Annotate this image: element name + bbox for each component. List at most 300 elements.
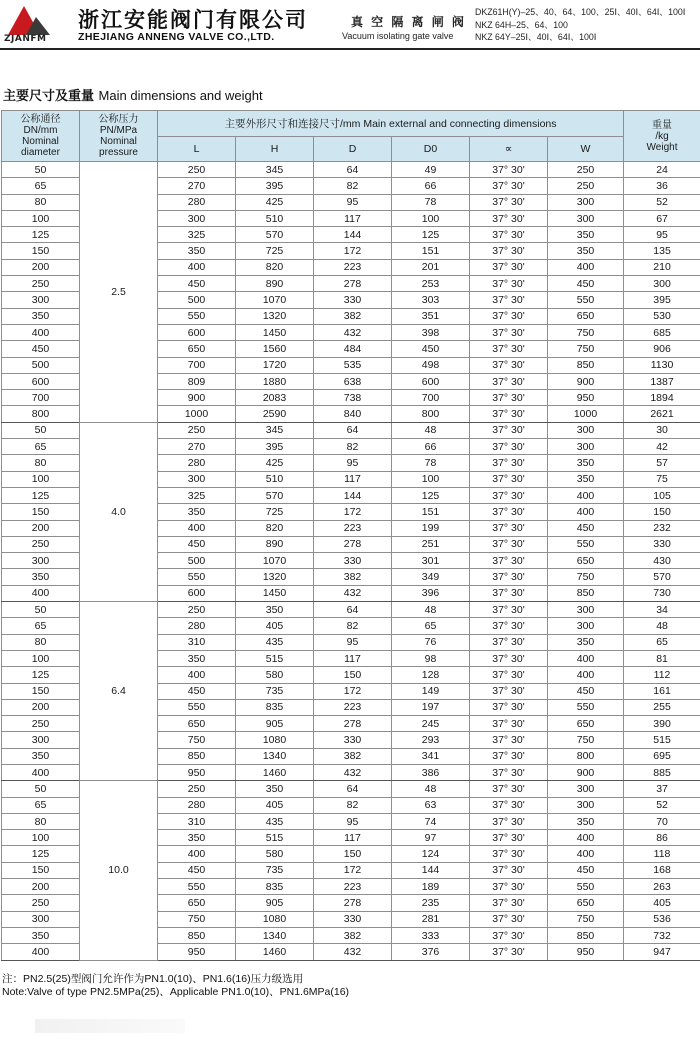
table-cell: 64 xyxy=(314,781,392,797)
table-cell: 37° 30' xyxy=(470,487,548,503)
table-cell: 1340 xyxy=(236,927,314,943)
table-cell: 250 xyxy=(158,781,236,797)
table-cell: 550 xyxy=(158,569,236,585)
table-cell: 405 xyxy=(624,895,700,911)
table-cell: 124 xyxy=(392,846,470,862)
table-cell: 37 xyxy=(624,781,700,797)
dims-header: 主要外形尺寸和连接尺寸/mm Main external and connecting dimensions xyxy=(158,111,624,137)
table-cell: 1320 xyxy=(236,569,314,585)
table-cell: 223 xyxy=(314,520,392,536)
table-cell: 1080 xyxy=(236,911,314,927)
table-cell: 906 xyxy=(624,341,700,357)
table-cell: 1340 xyxy=(236,748,314,764)
table-cell: 98 xyxy=(392,650,470,666)
table-cell: 65 xyxy=(2,618,80,634)
table-cell: 37° 30' xyxy=(470,732,548,748)
table-cell: 48 xyxy=(392,602,470,618)
table-cell: 37° 30' xyxy=(470,210,548,226)
table-cell: 303 xyxy=(392,292,470,308)
table-cell: 950 xyxy=(158,764,236,780)
table-cell: 250 xyxy=(2,536,80,552)
table-cell: 1320 xyxy=(236,308,314,324)
table-cell: 400 xyxy=(158,520,236,536)
table-cell: 37° 30' xyxy=(470,862,548,878)
table-cell: 732 xyxy=(624,927,700,943)
table-cell: 172 xyxy=(314,683,392,699)
table-cell: 50 xyxy=(2,162,80,178)
table-cell: 80 xyxy=(2,455,80,471)
table-cell: 400 xyxy=(2,944,80,960)
table-cell: 450 xyxy=(2,341,80,357)
table-cell: 250 xyxy=(158,422,236,438)
table-cell: 37° 30' xyxy=(470,797,548,813)
table-cell: 82 xyxy=(314,618,392,634)
table-cell: 293 xyxy=(392,732,470,748)
table-cell: 2083 xyxy=(236,390,314,406)
table-cell: 400 xyxy=(2,585,80,601)
table-cell: 95 xyxy=(314,194,392,210)
table-cell: 210 xyxy=(624,259,700,275)
table-cell: 450 xyxy=(548,276,624,292)
table-cell: 223 xyxy=(314,259,392,275)
table-cell: 255 xyxy=(624,699,700,715)
table-cell: 650 xyxy=(548,716,624,732)
pn-value-cell: 10.0 xyxy=(80,781,158,960)
table-cell: 650 xyxy=(158,895,236,911)
table-cell: 48 xyxy=(392,422,470,438)
dn-header: 公称通径 DN/mm Nominal diameter xyxy=(2,111,80,162)
table-cell: 850 xyxy=(548,585,624,601)
table-cell: 310 xyxy=(158,813,236,829)
table-cell: 74 xyxy=(392,813,470,829)
table-cell: 37° 30' xyxy=(470,650,548,666)
table-cell: 750 xyxy=(548,732,624,748)
table-cell: 800 xyxy=(392,406,470,422)
table-cell: 48 xyxy=(392,781,470,797)
table-cell: 330 xyxy=(624,536,700,552)
table-cell: 232 xyxy=(624,520,700,536)
table-cell: 117 xyxy=(314,471,392,487)
table-cell: 735 xyxy=(236,862,314,878)
footnote-en: Note:Valve of type PN2.5MPa(25)、Applicable PN1.0(10)、PN1.6MPa(16) xyxy=(2,986,350,998)
table-cell: 278 xyxy=(314,895,392,911)
model-line: DKZ61H(Y)–25、40、64、100、25Ⅰ、40Ⅰ、64Ⅰ、100Ⅰ xyxy=(475,7,686,17)
table-cell: 450 xyxy=(158,276,236,292)
table-cell: 350 xyxy=(548,634,624,650)
table-cell: 64 xyxy=(314,422,392,438)
table-cell: 300 xyxy=(548,781,624,797)
table-cell: 550 xyxy=(548,879,624,895)
pn-value-cell: 4.0 xyxy=(80,422,158,601)
table-cell: 325 xyxy=(158,227,236,243)
table-cell: 398 xyxy=(392,324,470,340)
table-cell: 125 xyxy=(392,487,470,503)
table-cell: 57 xyxy=(624,455,700,471)
table-cell: 125 xyxy=(2,227,80,243)
table-cell: 885 xyxy=(624,764,700,780)
table-cell: 80 xyxy=(2,634,80,650)
table-cell: 37° 30' xyxy=(470,162,548,178)
table-cell: 350 xyxy=(2,748,80,764)
table-cell: 37° 30' xyxy=(470,471,548,487)
table-cell: 37° 30' xyxy=(470,944,548,960)
table-cell: 263 xyxy=(624,879,700,895)
table-cell: 50 xyxy=(2,422,80,438)
table-cell: 400 xyxy=(548,667,624,683)
table-cell: 64 xyxy=(314,162,392,178)
table-cell: 450 xyxy=(158,862,236,878)
table-cell: 300 xyxy=(548,618,624,634)
table-cell: 48 xyxy=(624,618,700,634)
table-cell: 345 xyxy=(236,162,314,178)
table-cell: 172 xyxy=(314,862,392,878)
table-cell: 1560 xyxy=(236,341,314,357)
table-cell: 37° 30' xyxy=(470,699,548,715)
table-cell: 37° 30' xyxy=(470,618,548,634)
table-cell: 850 xyxy=(158,748,236,764)
table-cell: 333 xyxy=(392,927,470,943)
table-cell: 100 xyxy=(2,830,80,846)
table-cell: 172 xyxy=(314,504,392,520)
table-cell: 396 xyxy=(392,585,470,601)
table-cell: 135 xyxy=(624,243,700,259)
table-cell: 144 xyxy=(314,227,392,243)
table-cell: 201 xyxy=(392,259,470,275)
table-cell: 450 xyxy=(392,341,470,357)
table-cell: 37° 30' xyxy=(470,259,548,275)
table-cell: 725 xyxy=(236,504,314,520)
table-cell: 400 xyxy=(548,830,624,846)
table-cell: 200 xyxy=(2,259,80,275)
table-cell: 300 xyxy=(158,471,236,487)
table-cell: 253 xyxy=(392,276,470,292)
table-cell: 235 xyxy=(392,895,470,911)
table-cell: 900 xyxy=(158,390,236,406)
table-cell: 1070 xyxy=(236,553,314,569)
table-cell: 300 xyxy=(2,553,80,569)
table-cell: 300 xyxy=(548,210,624,226)
table-cell: 330 xyxy=(314,911,392,927)
table-row xyxy=(2,422,700,438)
table-cell: 515 xyxy=(624,732,700,748)
table-cell: 278 xyxy=(314,536,392,552)
table-cell: 250 xyxy=(158,162,236,178)
company-name-en: ZHEJIANG ANNENG VALVE CO.,LTD. xyxy=(78,31,275,43)
table-cell: 390 xyxy=(624,716,700,732)
table-cell: 150 xyxy=(314,667,392,683)
table-cell: 850 xyxy=(548,927,624,943)
table-cell: 144 xyxy=(392,862,470,878)
table-cell: 700 xyxy=(2,390,80,406)
table-cell: 278 xyxy=(314,276,392,292)
table-cell: 435 xyxy=(236,634,314,650)
table-row xyxy=(2,162,700,178)
section-title xyxy=(3,85,263,104)
table-cell: 117 xyxy=(314,650,392,666)
table-cell: 386 xyxy=(392,764,470,780)
table-cell: 280 xyxy=(158,618,236,634)
table-cell: 112 xyxy=(624,667,700,683)
footnote xyxy=(2,973,349,999)
table-cell: 580 xyxy=(236,846,314,862)
table-cell: 350 xyxy=(158,650,236,666)
table-cell: 800 xyxy=(548,748,624,764)
table-cell: 300 xyxy=(548,439,624,455)
table-cell: 82 xyxy=(314,178,392,194)
table-cell: 105 xyxy=(624,487,700,503)
table-cell: 450 xyxy=(548,520,624,536)
table-cell: 81 xyxy=(624,650,700,666)
col-header-D0: D0 xyxy=(392,137,470,162)
table-cell: 376 xyxy=(392,944,470,960)
table-cell: 281 xyxy=(392,911,470,927)
table-cell: 950 xyxy=(548,390,624,406)
table-cell: 450 xyxy=(548,683,624,699)
table-cell: 750 xyxy=(548,324,624,340)
table-cell: 2621 xyxy=(624,406,700,422)
table-cell: 37° 30' xyxy=(470,520,548,536)
table-cell: 400 xyxy=(548,487,624,503)
table-cell: 65 xyxy=(392,618,470,634)
table-cell: 325 xyxy=(158,487,236,503)
table-cell: 251 xyxy=(392,536,470,552)
table-cell: 382 xyxy=(314,308,392,324)
table-cell: 37° 30' xyxy=(470,422,548,438)
table-cell: 725 xyxy=(236,243,314,259)
table-cell: 395 xyxy=(236,439,314,455)
table-cell: 75 xyxy=(624,471,700,487)
table-cell: 37° 30' xyxy=(470,227,548,243)
table-cell: 600 xyxy=(2,373,80,389)
logo-text: ZJANFM xyxy=(4,34,47,44)
table-cell: 395 xyxy=(236,178,314,194)
table-header xyxy=(2,111,700,162)
table-cell: 905 xyxy=(236,895,314,911)
table-cell: 270 xyxy=(158,178,236,194)
table-cell: 125 xyxy=(2,487,80,503)
table-cell: 78 xyxy=(392,194,470,210)
section-title-en: Main dimensions and weight xyxy=(98,88,263,103)
col-header-H: H xyxy=(236,137,314,162)
table-cell: 37° 30' xyxy=(470,911,548,927)
table-cell: 37° 30' xyxy=(470,504,548,520)
footer-decoration xyxy=(35,1019,185,1033)
table-cell: 37° 30' xyxy=(470,308,548,324)
table-cell: 42 xyxy=(624,439,700,455)
table-cell: 250 xyxy=(2,716,80,732)
table-cell: 37° 30' xyxy=(470,178,548,194)
table-cell: 835 xyxy=(236,699,314,715)
table-cell: 550 xyxy=(548,292,624,308)
table-cell: 66 xyxy=(392,439,470,455)
table-cell: 450 xyxy=(158,683,236,699)
table-cell: 37° 30' xyxy=(470,927,548,943)
table-cell: 151 xyxy=(392,504,470,520)
table-cell: 405 xyxy=(236,797,314,813)
table-cell: 425 xyxy=(236,194,314,210)
table-cell: 150 xyxy=(2,243,80,259)
table-cell: 350 xyxy=(236,781,314,797)
table-cell: 735 xyxy=(236,683,314,699)
table-cell: 37° 30' xyxy=(470,373,548,389)
table-cell: 37° 30' xyxy=(470,341,548,357)
table-cell: 65 xyxy=(2,439,80,455)
table-cell: 250 xyxy=(548,162,624,178)
table-cell: 300 xyxy=(624,276,700,292)
table-cell: 395 xyxy=(624,292,700,308)
pn-value-cell: 6.4 xyxy=(80,602,158,781)
table-cell: 947 xyxy=(624,944,700,960)
pn-value-cell: 2.5 xyxy=(80,162,158,423)
table-cell: 310 xyxy=(158,634,236,650)
col-header-angle: ∝ xyxy=(470,137,548,162)
table-cell: 82 xyxy=(314,439,392,455)
table-cell: 800 xyxy=(2,406,80,422)
table-cell: 638 xyxy=(314,373,392,389)
table-cell: 382 xyxy=(314,569,392,585)
table-cell: 550 xyxy=(158,699,236,715)
table-cell: 550 xyxy=(548,536,624,552)
table-cell: 280 xyxy=(158,797,236,813)
table-cell: 600 xyxy=(392,373,470,389)
table-cell: 820 xyxy=(236,520,314,536)
table-cell: 650 xyxy=(548,895,624,911)
table-cell: 850 xyxy=(548,357,624,373)
table-cell: 650 xyxy=(158,341,236,357)
table-cell: 570 xyxy=(624,569,700,585)
table-cell: 600 xyxy=(158,585,236,601)
table-cell: 100 xyxy=(2,650,80,666)
table-cell: 515 xyxy=(236,830,314,846)
table-cell: 1450 xyxy=(236,324,314,340)
table-cell: 67 xyxy=(624,210,700,226)
table-cell: 95 xyxy=(624,227,700,243)
table-cell: 37° 30' xyxy=(470,276,548,292)
table-cell: 168 xyxy=(624,862,700,878)
table-cell: 97 xyxy=(392,830,470,846)
table-cell: 750 xyxy=(158,911,236,927)
col-header-D: D xyxy=(314,137,392,162)
table-cell: 750 xyxy=(548,569,624,585)
table-cell: 500 xyxy=(158,553,236,569)
table-cell: 1720 xyxy=(236,357,314,373)
table-cell: 432 xyxy=(314,585,392,601)
table-cell: 37° 30' xyxy=(470,585,548,601)
table-cell: 835 xyxy=(236,879,314,895)
table-cell: 100 xyxy=(392,210,470,226)
page-header xyxy=(0,0,700,50)
table-cell: 37° 30' xyxy=(470,879,548,895)
table-cell: 37° 30' xyxy=(470,324,548,340)
table-cell: 270 xyxy=(158,439,236,455)
table-cell: 78 xyxy=(392,455,470,471)
table-cell: 2590 xyxy=(236,406,314,422)
table-cell: 37° 30' xyxy=(470,406,548,422)
table-cell: 37° 30' xyxy=(470,536,548,552)
table-cell: 37° 30' xyxy=(470,292,548,308)
table-cell: 400 xyxy=(548,259,624,275)
table-cell: 37° 30' xyxy=(470,455,548,471)
col-header-W: W xyxy=(548,137,624,162)
table-cell: 95 xyxy=(314,634,392,650)
table-cell: 36 xyxy=(624,178,700,194)
table-cell: 950 xyxy=(158,944,236,960)
table-cell: 150 xyxy=(624,504,700,520)
table-cell: 400 xyxy=(548,504,624,520)
table-cell: 125 xyxy=(2,846,80,862)
table-cell: 510 xyxy=(236,471,314,487)
table-cell: 37° 30' xyxy=(470,748,548,764)
table-cell: 530 xyxy=(624,308,700,324)
table-cell: 66 xyxy=(392,178,470,194)
table-cell: 400 xyxy=(2,324,80,340)
table-cell: 37° 30' xyxy=(470,781,548,797)
table-cell: 161 xyxy=(624,683,700,699)
table-cell: 278 xyxy=(314,716,392,732)
table-cell: 345 xyxy=(236,422,314,438)
table-cell: 197 xyxy=(392,699,470,715)
table-cell: 700 xyxy=(158,357,236,373)
table-cell: 650 xyxy=(548,308,624,324)
table-cell: 890 xyxy=(236,276,314,292)
table-cell: 330 xyxy=(314,553,392,569)
table-cell: 280 xyxy=(158,455,236,471)
table-cell: 1387 xyxy=(624,373,700,389)
table-cell: 405 xyxy=(236,618,314,634)
table-row xyxy=(2,781,700,797)
table-cell: 37° 30' xyxy=(470,553,548,569)
table-cell: 52 xyxy=(624,194,700,210)
table-cell: 350 xyxy=(548,243,624,259)
table-cell: 1460 xyxy=(236,944,314,960)
table-cell: 350 xyxy=(2,927,80,943)
table-cell: 535 xyxy=(314,357,392,373)
table-cell: 905 xyxy=(236,716,314,732)
footnote-cn: 注：PN2.5(25)型阀门允许作为PN1.0(10)、PN1.6(16)压力级选用 xyxy=(2,973,304,985)
table-cell: 435 xyxy=(236,813,314,829)
table-cell: 484 xyxy=(314,341,392,357)
table-cell: 250 xyxy=(548,178,624,194)
table-cell: 400 xyxy=(548,650,624,666)
table-cell: 685 xyxy=(624,324,700,340)
table-cell: 65 xyxy=(2,178,80,194)
table-cell: 37° 30' xyxy=(470,716,548,732)
table-cell: 650 xyxy=(158,716,236,732)
table-cell: 450 xyxy=(158,536,236,552)
table-cell: 550 xyxy=(158,879,236,895)
table-cell: 37° 30' xyxy=(470,667,548,683)
table-cell: 430 xyxy=(624,553,700,569)
table-cell: 840 xyxy=(314,406,392,422)
table-cell: 350 xyxy=(548,227,624,243)
table-cell: 498 xyxy=(392,357,470,373)
table-cell: 500 xyxy=(2,357,80,373)
pn-header: 公称压力 PN/MPa Nominal pressure xyxy=(80,111,158,162)
table-cell: 117 xyxy=(314,210,392,226)
table-cell: 65 xyxy=(624,634,700,650)
table-cell: 382 xyxy=(314,748,392,764)
table-cell: 382 xyxy=(314,927,392,943)
table-cell: 500 xyxy=(158,292,236,308)
table-cell: 1130 xyxy=(624,357,700,373)
table-cell: 37° 30' xyxy=(470,439,548,455)
table-cell: 24 xyxy=(624,162,700,178)
table-cell: 570 xyxy=(236,487,314,503)
table-cell: 400 xyxy=(158,667,236,683)
table-cell: 37° 30' xyxy=(470,895,548,911)
table-cell: 200 xyxy=(2,699,80,715)
table-cell: 350 xyxy=(158,243,236,259)
